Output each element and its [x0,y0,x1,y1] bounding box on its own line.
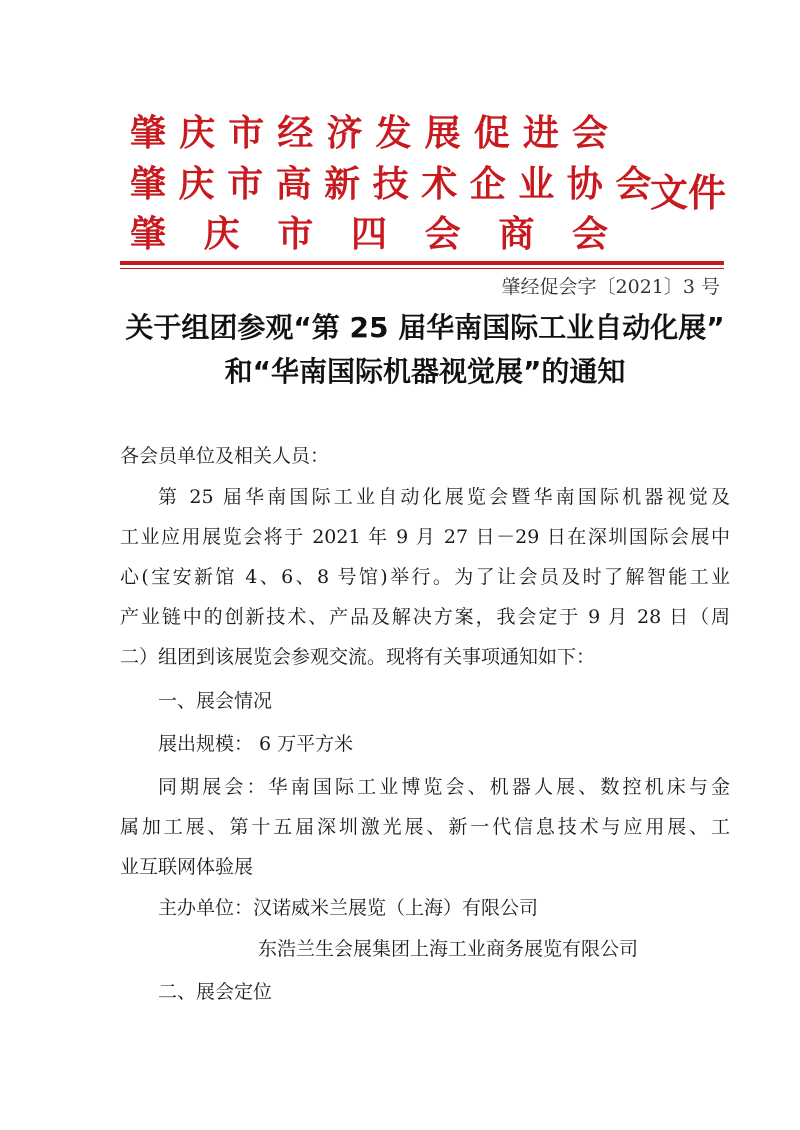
intro-paragraph [120,477,730,677]
document-number: 肇经促会字〔2021〕3 号 [501,276,720,298]
paragraph-line: 第 25 届华南国际工业自动化展览会暨华南国际机器视觉及 [158,486,730,508]
paragraph-line: 工业应用展览会将于 2021 年 9 月 27 日－29 日在深圳国际会展中 [120,526,730,548]
header-divider-thin [120,268,724,269]
notice-title-line-1: 关于组团参观“第 25 届华南国际工业自动化展” [125,311,725,344]
organizer-primary: 主办单位：汉诺威米兰展览（上海）有限公司 [158,897,539,919]
concurrent-line: 属加工展、第十五届深圳激光展、新一代信息技术与应用展、工 [120,816,730,838]
salutation: 各会员单位及相关人员： [120,445,330,467]
org-name-economic-promotion: 肇 庆 市 经 济 发 展 促 进 会 [130,113,608,154]
section-heading-positioning: 二、展会定位 [158,981,273,1003]
org-name-sihui-chamber: 肇 庆 市 四 会 商 会 [130,214,608,255]
concurrent-line: 同期展会：华南国际工业博览会、机器人展、数控机床与金 [158,776,730,798]
file-label: 文件 [650,171,727,215]
paragraph-line: 产业链中的创新技术、产品及解决方案，我会定于 9 月 28 日（周 [120,606,730,628]
concurrent-line: 业互联网体验展 [120,856,254,878]
paragraph-line: 二）组团到该展览会参观交流。现将有关事项通知如下： [120,646,596,668]
section-heading-exhibition-info: 一、展会情况 [158,690,273,712]
org-name-hightech-association: 肇 庆 市 高 新 技 术 企 业 协 会 [130,164,652,205]
organizer-secondary: 东浩兰生会展集团上海工业商务展览有限公司 [258,938,639,960]
notice-title-line-2: 和“华南国际机器视觉展”的通知 [224,355,626,388]
concurrent-exhibitions [120,767,730,887]
paragraph-line: 心(宝安新馆 4、6、8 号馆)举行。为了让会员及时了解智能工业 [120,566,730,588]
header-divider-thick [120,261,724,265]
exhibition-scale: 展出规模： 6 万平方米 [158,733,354,755]
